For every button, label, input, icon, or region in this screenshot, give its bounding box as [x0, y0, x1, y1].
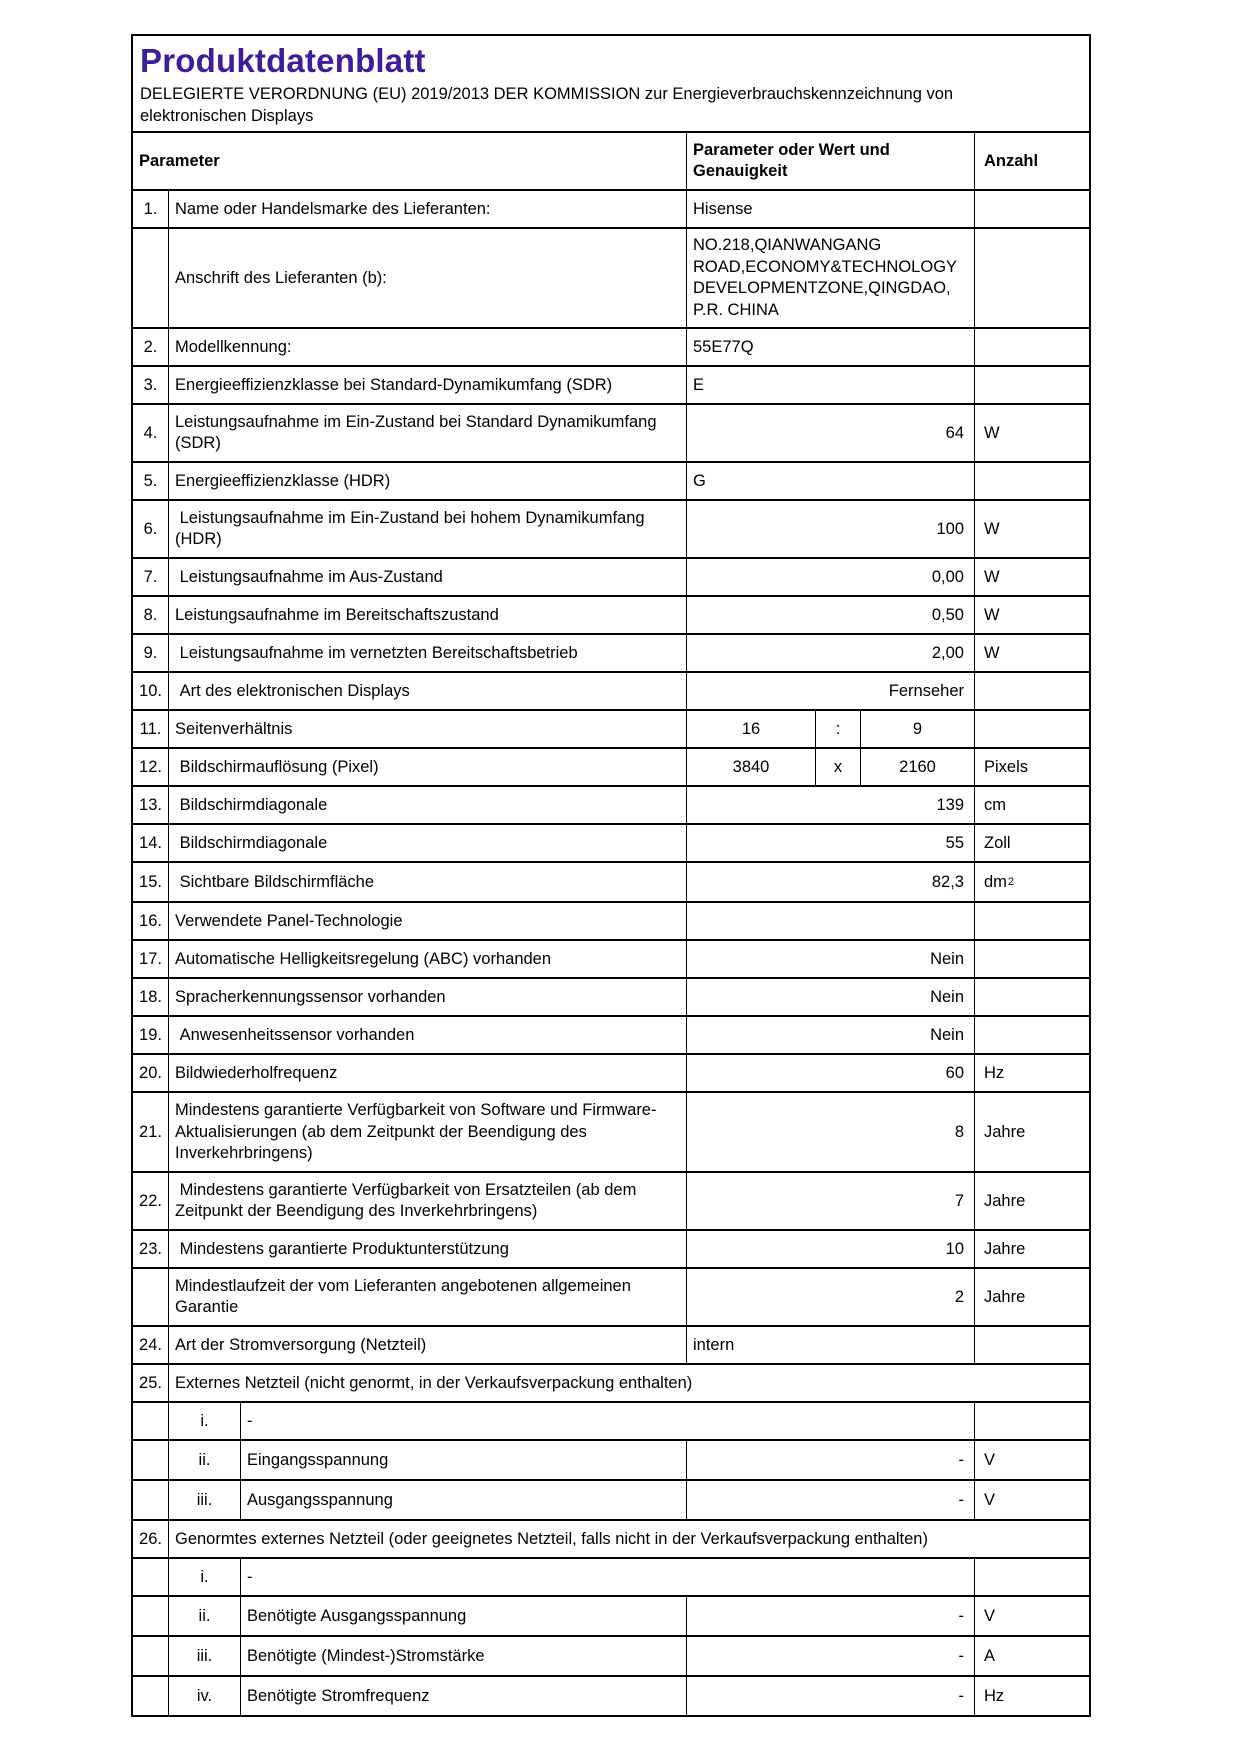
table-row [133, 1635, 1089, 1675]
table-row [133, 1675, 1089, 1715]
table-row [133, 403, 1089, 461]
row-value: - [241, 1559, 975, 1595]
row-unit: Pixels [984, 757, 1029, 776]
row-value: 55 [687, 825, 975, 861]
row-number: 7. [133, 559, 169, 595]
row-label: Leistungsaufnahme im Ein-Zustand bei hohem Dynamikumfang (HDR) [169, 501, 687, 557]
row-unit: V [984, 1450, 996, 1469]
row-label: Sichtbare Bildschirmfläche [169, 863, 687, 901]
row-label: Bildschirmauflösung (Pixel) [169, 749, 687, 785]
row-unit [975, 367, 1089, 403]
row-unit [975, 329, 1089, 365]
row-value: Nein [687, 979, 975, 1015]
row-number: 17. [133, 941, 169, 977]
row-unit [975, 941, 1089, 977]
row-value: 7 [687, 1173, 975, 1229]
row-value: G [687, 463, 975, 499]
row-value: Nein [687, 1017, 975, 1053]
row-number: 5. [133, 463, 169, 499]
row-value-separator: x [816, 749, 861, 785]
address-line: ROAD,ECONOMY&TECHNOLOGY [693, 257, 958, 276]
row-unit: W [984, 567, 1000, 586]
row-label: Verwendete Panel-Technologie [169, 903, 687, 939]
row-label: Mindestlaufzeit der vom Lieferanten angebotenen allgemeinen Garantie [169, 1269, 687, 1325]
table-row [133, 365, 1089, 403]
row-label: Modellkennung: [169, 329, 687, 365]
table-row [133, 1401, 1089, 1439]
row-number: 14. [133, 825, 169, 861]
row-subnumber: ii. [169, 1441, 241, 1479]
table-row [133, 499, 1089, 557]
row-subnumber: i. [169, 1559, 241, 1595]
row-number: 24. [133, 1327, 169, 1363]
table-row [133, 1595, 1089, 1635]
row-number [133, 1559, 169, 1595]
row-unit: Jahre [984, 1287, 1026, 1306]
row-value: - [687, 1597, 975, 1635]
row-subnumber: iii. [169, 1481, 241, 1519]
row-value: intern [687, 1327, 975, 1363]
row-number [133, 1677, 169, 1715]
row-value: - [241, 1403, 975, 1439]
row-value: 0,00 [687, 559, 975, 595]
row-number: 11. [133, 711, 169, 747]
table-row [133, 1053, 1089, 1091]
row-number: 20. [133, 1055, 169, 1091]
row-value: 60 [687, 1055, 975, 1091]
row-label: Leistungsaufnahme im Aus-Zustand [169, 559, 687, 595]
table-row [133, 1229, 1089, 1267]
row-label: Seitenverhältnis [169, 711, 687, 747]
row-label: Mindestens garantierte Produktunterstützung [169, 1231, 687, 1267]
row-unit: dm 2 [984, 872, 1015, 891]
row-number [133, 229, 169, 327]
table-row [133, 1363, 1089, 1401]
row-value: 64 [687, 405, 975, 461]
row-unit: V [984, 1490, 996, 1509]
row-unit [975, 673, 1089, 709]
row-number: 8. [133, 597, 169, 633]
row-value: 100 [687, 501, 975, 557]
row-unit: Jahre [984, 1239, 1026, 1258]
row-value-separator: : [816, 711, 861, 747]
row-label: Leistungsaufnahme im Bereitschaftszustand [169, 597, 687, 633]
row-number: 3. [133, 367, 169, 403]
row-unit: W [984, 605, 1000, 624]
table-row [133, 227, 1089, 327]
row-subnumber: iv. [169, 1677, 241, 1715]
row-number [133, 1481, 169, 1519]
table-row [133, 461, 1089, 499]
row-value: - [687, 1677, 975, 1715]
row-number: 1. [133, 191, 169, 227]
row-number [133, 1403, 169, 1439]
table-row [133, 671, 1089, 709]
table-row [133, 1519, 1089, 1557]
row-number [133, 1637, 169, 1675]
table-row [133, 1091, 1089, 1171]
row-label: Spracherkennungssensor vorhanden [169, 979, 687, 1015]
row-number [133, 1441, 169, 1479]
table-row [133, 1267, 1089, 1325]
row-unit [975, 1403, 1089, 1439]
row-unit [975, 711, 1089, 747]
row-value: - [687, 1441, 975, 1479]
row-unit: cm [984, 795, 1006, 814]
row-value: E [687, 367, 975, 403]
row-value: 55E77Q [687, 329, 975, 365]
row-unit: Zoll [984, 833, 1011, 852]
row-unit: Hz [984, 1686, 1005, 1705]
table-row [133, 901, 1089, 939]
row-unit: W [984, 423, 1000, 442]
row-unit [975, 229, 1089, 327]
row-value: 0,50 [687, 597, 975, 633]
table-row [133, 1479, 1089, 1519]
row-value: 139 [687, 787, 975, 823]
table-row [133, 977, 1089, 1015]
row-unit [975, 1559, 1089, 1595]
row-value: 10 [687, 1231, 975, 1267]
title-block [133, 36, 1089, 131]
row-value-part: 9 [861, 711, 975, 747]
row-number: 2. [133, 329, 169, 365]
table-row [133, 557, 1089, 595]
table-row [133, 861, 1089, 901]
row-unit [975, 1327, 1089, 1363]
row-number: 13. [133, 787, 169, 823]
table-row [133, 1557, 1089, 1595]
page-title: Produktdatenblatt [140, 42, 426, 79]
row-label: Eingangsspannung [241, 1441, 687, 1479]
row-label: Benötigte Ausgangsspannung [241, 1597, 687, 1635]
row-value: 2,00 [687, 635, 975, 671]
table-row [133, 939, 1089, 977]
table-row [133, 709, 1089, 747]
row-label: Externes Netzteil (nicht genormt, in der Verkaufsverpackung enthalten) [175, 1373, 693, 1392]
row-label: Energieeffizienzklasse bei Standard-Dynamikumfang (SDR) [169, 367, 687, 403]
row-number: 22. [133, 1173, 169, 1229]
row-label: Automatische Helligkeitsregelung (ABC) vorhanden [169, 941, 687, 977]
row-unit: A [984, 1646, 996, 1665]
row-label: Leistungsaufnahme im Ein-Zustand bei Standard Dynamikumfang (SDR) [169, 405, 687, 461]
row-number: 4. [133, 405, 169, 461]
row-subnumber: i. [169, 1403, 241, 1439]
subtitle-line-2: elektronischen Displays [140, 107, 314, 126]
table-row [133, 747, 1089, 785]
row-label: Bildschirmdiagonale [169, 825, 687, 861]
row-label: Benötigte (Mindest-)Stromstärke [241, 1637, 687, 1675]
row-unit [975, 979, 1089, 1015]
row-unit: Jahre [984, 1122, 1026, 1141]
row-number: 19. [133, 1017, 169, 1053]
row-number: 12. [133, 749, 169, 785]
row-unit [975, 1017, 1089, 1053]
row-label: Bildwiederholfrequenz [169, 1055, 687, 1091]
row-label: Art des elektronischen Displays [169, 673, 687, 709]
row-subnumber: iii. [169, 1637, 241, 1675]
row-label: Bildschirmdiagonale [169, 787, 687, 823]
row-value: 2 [687, 1269, 975, 1325]
row-value: 8 [687, 1093, 975, 1171]
header-value: Parameter oder Wert und Genauigkeit [687, 133, 975, 189]
row-value: - [687, 1481, 975, 1519]
row-unit: Hz [984, 1063, 1005, 1082]
header-unit: Anzahl [984, 151, 1039, 170]
row-value [687, 903, 975, 939]
row-number: 6. [133, 501, 169, 557]
row-value-part: 2160 [861, 749, 975, 785]
address-line: P.R. CHINA [693, 301, 779, 320]
row-label: Leistungsaufnahme im vernetzten Bereitschaftsbetrieb [169, 635, 687, 671]
row-label: Ausgangsspannung [241, 1481, 687, 1519]
row-unit: W [984, 643, 1000, 662]
table-row [133, 189, 1089, 227]
row-label: Genormtes externes Netzteil (oder geeignetes Netzteil, falls nicht in der Verkaufsverpackung enthalten) [175, 1529, 928, 1548]
row-label: Anschrift des Lieferanten (b): [169, 229, 687, 327]
row-unit [975, 903, 1089, 939]
row-value: Nein [687, 941, 975, 977]
page-subtitle [140, 83, 1079, 128]
table-row [133, 785, 1089, 823]
row-number: 23. [133, 1231, 169, 1267]
row-value: Fernseher [687, 673, 975, 709]
table-row [133, 1439, 1089, 1479]
table-row [133, 633, 1089, 671]
row-number: 18. [133, 979, 169, 1015]
table-row [133, 1015, 1089, 1053]
table-row [133, 823, 1089, 861]
header-parameter: Parameter [133, 133, 687, 189]
row-value-part: 16 [687, 711, 816, 747]
row-label: Anwesenheitssensor vorhanden [169, 1017, 687, 1053]
row-number: 15. [133, 863, 169, 901]
row-number: 21. [133, 1093, 169, 1171]
row-value: 82,3 [687, 863, 975, 901]
row-number: 10. [133, 673, 169, 709]
row-number [133, 1597, 169, 1635]
row-label: Mindestens garantierte Verfügbarkeit von Software und Firmware-Aktualisierungen (ab dem Zeitpunkt der Beendigung des Inverkehrbringens) [169, 1093, 687, 1171]
row-number: 9. [133, 635, 169, 671]
row-label: Name oder Handelsmarke des Lieferanten: [169, 191, 687, 227]
row-label: Art der Stromversorgung (Netzteil) [169, 1327, 687, 1363]
table-row [133, 1325, 1089, 1363]
row-number: 26. [133, 1521, 169, 1557]
row-number: 16. [133, 903, 169, 939]
subtitle-line-1: DELEGIERTE VERORDNUNG (EU) 2019/2013 DER KOMMISSION zur Energieverbrauchskennzeichnung von [140, 84, 954, 103]
row-unit: Jahre [984, 1191, 1026, 1210]
row-unit: V [984, 1606, 996, 1625]
parameter-table [133, 131, 1089, 1715]
address-line: NO.218,QIANWANGANG [693, 235, 882, 254]
table-row [133, 327, 1089, 365]
row-subnumber: ii. [169, 1597, 241, 1635]
row-label: Energieeffizienzklasse (HDR) [169, 463, 687, 499]
row-value-part: 3840 [687, 749, 816, 785]
address-line: DEVELOPMENTZONE,QINGDAO, [693, 279, 951, 298]
row-unit [975, 191, 1089, 227]
row-unit: W [984, 519, 1000, 538]
row-label: Mindestens garantierte Verfügbarkeit von Ersatzteilen (ab dem Zeitpunkt der Beendigung des Inverkehrbringens) [169, 1173, 687, 1229]
table-row [133, 1171, 1089, 1229]
row-number [133, 1269, 169, 1325]
row-value [687, 229, 975, 327]
table-header [133, 133, 1089, 189]
row-value: Hisense [687, 191, 975, 227]
row-label: Benötigte Stromfrequenz [241, 1677, 687, 1715]
datasheet [131, 34, 1091, 1717]
row-value: - [687, 1637, 975, 1675]
row-unit [975, 463, 1089, 499]
row-number: 25. [133, 1365, 169, 1401]
table-row [133, 595, 1089, 633]
